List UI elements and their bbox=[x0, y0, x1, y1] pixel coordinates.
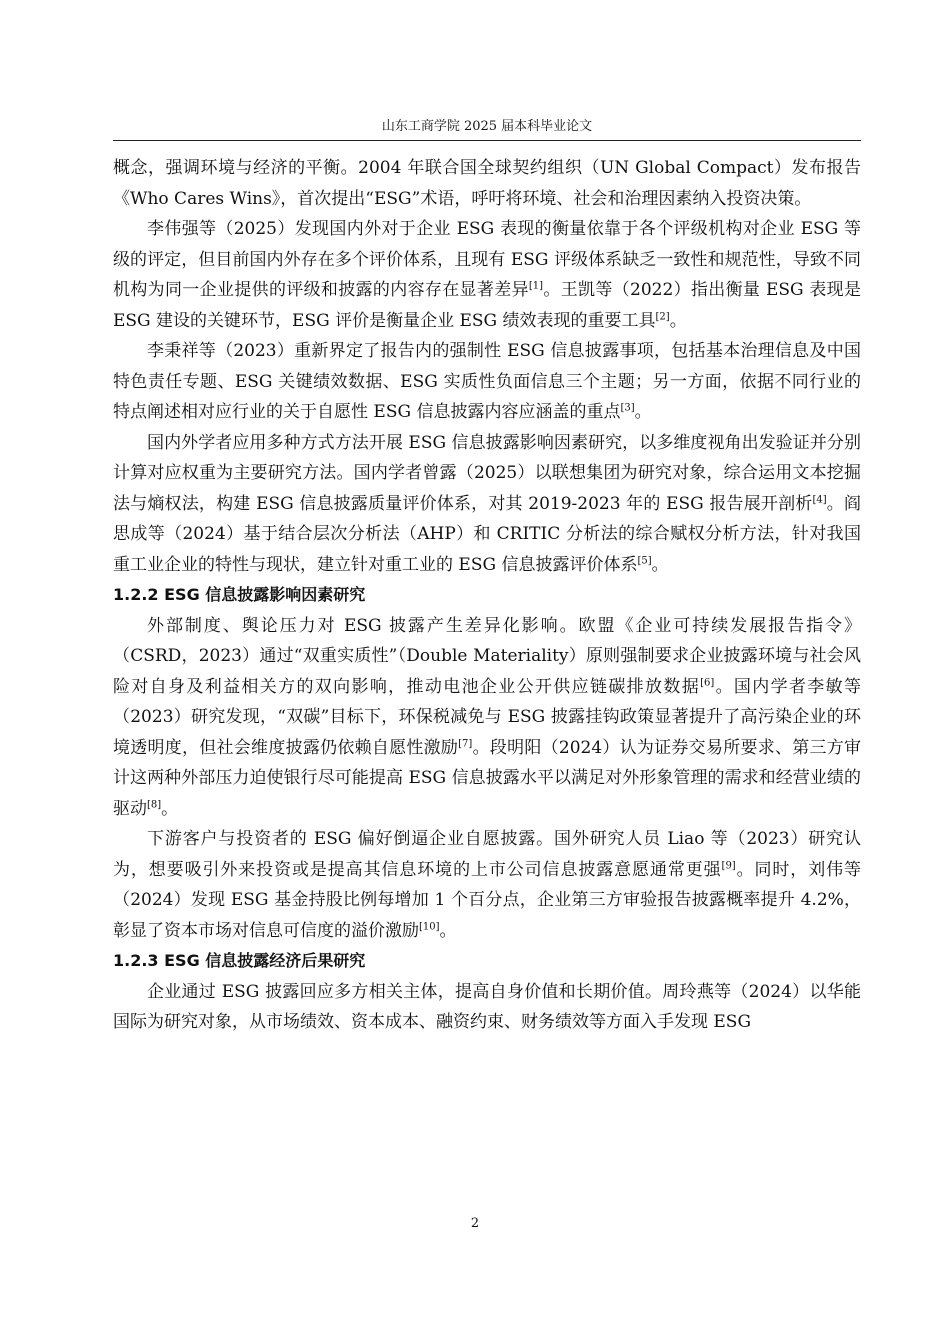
paragraph-text: 。王凯等（2022）指出衡量 ESG 表现是 ESG 建设的关键环节，ESG 评价是衡量企业 ESG 绩效表现的重要工具 bbox=[113, 280, 861, 331]
paragraph-external-pressure bbox=[113, 611, 861, 825]
page-number: 2 bbox=[470, 1216, 480, 1231]
citation-ref: [10] bbox=[419, 920, 440, 932]
paragraph-text: 。 bbox=[439, 920, 457, 941]
paragraph-text: 李伟强等（2025）发现国内外对于企业 ESG 表现的衡量依靠于各个评级机构对企业 ESG 等级的评定，但目前国内外存在多个评价体系，且现有 ESG 评级体系缺乏一致性和规范性，导致不同机构为同一企业提供的评级和披露的内容存在显著差异 bbox=[113, 219, 861, 300]
paragraph-text: 国内外学者应用多种方式方法开展 ESG 信息披露影响因素研究，以多维度视角出发验证并分别计算对应权重为主要研究方法。国内学者曾露（2025）以联想集团为研究对象，综合运用文本挖掘法与熵权法，构建 ESG 信息披露质量评价体系，对其 2019-2023 年的 ESG 报告展开剖析 bbox=[113, 432, 861, 514]
citation-ref: [8] bbox=[147, 798, 162, 810]
paragraph-text: 。 bbox=[669, 310, 687, 331]
paragraph-text: 外部制度、舆论压力对 ESG 披露产生差异化影响。欧盟《企业可持续发展报告指令》（CSRD，2023）通过“双重实质性”（Double Materiality）原则强制要求企业披露环境与社会风险对自身及利益相关方的双向影响，推动电池企业公开供应链碳排放数据 bbox=[113, 615, 861, 697]
citation-ref: [3] bbox=[620, 402, 635, 414]
header-rule bbox=[113, 140, 861, 141]
paragraph-text: 。阎思成等（2024）基于结合层次分析法（AHP）和 CRITIC 分析法的综合赋权分析方法，针对我国重工业企业的特性与现状，建立针对重工业的 ESG 信息披露评价体系 bbox=[113, 493, 861, 575]
paragraph-mandatory-disclosure bbox=[113, 336, 861, 428]
page-header: 山东工商学院 2025 届本科毕业论文 bbox=[381, 119, 593, 134]
citation-ref: [5] bbox=[637, 554, 652, 566]
paragraph-text: 李秉祥等（2023）重新界定了报告内的强制性 ESG 信息披露事项，包括基本治理信息及中国特色责任专题、ESG 关键绩效数据、ESG 实质性负面信息三个主题；另一方面，依据不同行业的特点阐述相对应行业的关于自愿性 ESG 信息披露内容应涵盖的重点 bbox=[113, 341, 861, 422]
paragraph-text: 。 bbox=[651, 554, 669, 575]
citation-ref: [6] bbox=[700, 676, 715, 688]
citation-ref: [2] bbox=[655, 310, 670, 322]
paragraph-text: 。同时，刘伟等（2024）发现 ESG 基金持股比例每增加 1 个百分点，企业第三方审验报告披露概率提升 4.2%，彰显了资本市场对信息可信度的溢价激励 bbox=[113, 859, 862, 941]
citation-ref: [4] bbox=[812, 493, 827, 505]
paragraph-continuation: 概念，强调环境与经济的平衡。2004 年联合国全球契约组织（UN Global Compact）发布报告《Who Cares Wins》，首次提出“ESG”术语，呼吁将环境、社会和治理因素纳入投资决策。 bbox=[113, 158, 861, 209]
citation-ref: [9] bbox=[721, 859, 736, 871]
paragraph-text: 。段明阳（2024）认为证券交易所要求、第三方审计这两种外部压力迫使银行尽可能提高 ESG 信息披露水平以满足对外形象管理的需求和经营业绩的驱动 bbox=[113, 737, 862, 819]
paragraph-esg-rating bbox=[113, 214, 861, 336]
paragraph-text: 。 bbox=[161, 798, 179, 819]
paragraph-research-methods bbox=[113, 428, 861, 581]
citation-ref: [1] bbox=[528, 280, 544, 292]
section-heading-1-2-2: 1.2.2 ESG 信息披露影响因素研究 bbox=[113, 585, 366, 604]
paragraph-economic-consequences: 企业通过 ESG 披露回应多方相关主体，提高自身价值和长期价值。周玲燕等（2024）以华能国际为研究对象，从市场绩效、资本成本、融资约束、财务绩效等方面入手发现 ESG bbox=[113, 981, 861, 1032]
paragraph-text: 下游客户与投资者的 ESG 偏好倒逼企业自愿披露。国外研究人员 Liao 等（2023）研究认为，想要吸引外来投资或是提高其信息环境的上市公司信息披露意愿通常更强 bbox=[113, 829, 861, 880]
paragraph-investor-preference bbox=[113, 824, 861, 946]
citation-ref: [7] bbox=[458, 737, 473, 749]
paragraph-text: 。国内学者李敏等（2023）研究发现，“双碳”目标下，环保税减免与 ESG 披露挂钩政策显著提升了高污染企业的环境透明度，但社会维度披露仍依赖自愿性激励 bbox=[113, 676, 861, 758]
paragraph-text: 。 bbox=[634, 402, 652, 422]
section-heading-1-2-3: 1.2.3 ESG 信息披露经济后果研究 bbox=[113, 951, 366, 970]
body-text bbox=[113, 153, 861, 1038]
